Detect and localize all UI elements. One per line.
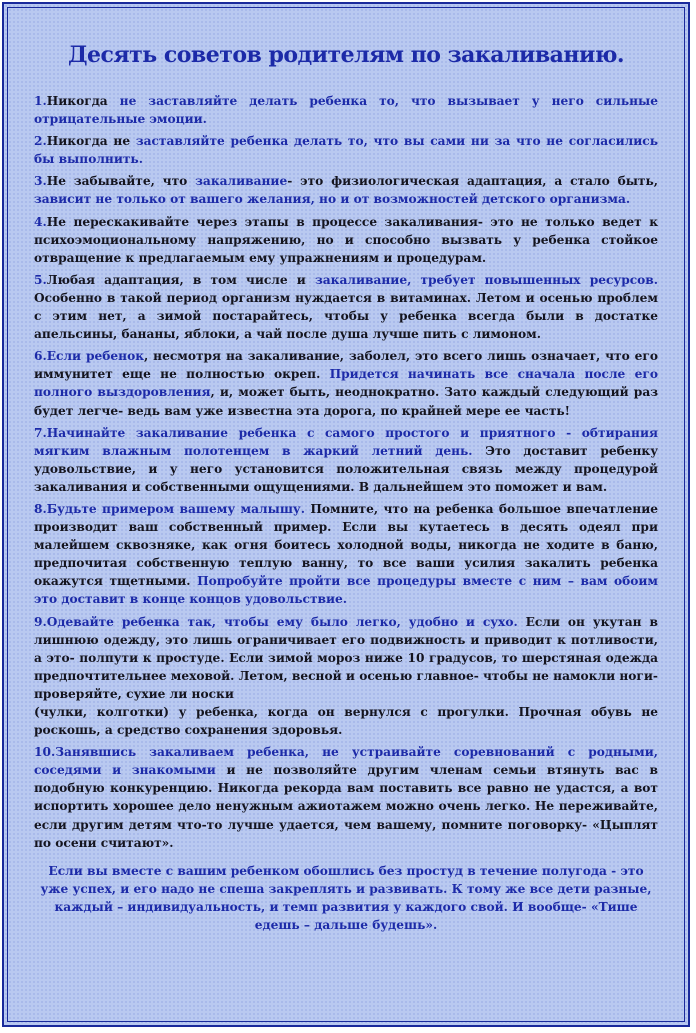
tip-text: Это доставит ребенку удовольствие, и у него установится положительная связь между процедурой закаливания и собственными ощущениями. В дальнейшем это поможет и вам. <box>34 443 659 494</box>
tip-number: 1. <box>34 94 47 108</box>
tip-text: , и, может быть, неоднократно. Зато каждый следующий раз будет легче- ведь вам уже известна эта дорога, по крайней мере ее часть! <box>34 385 658 418</box>
tip-text: Любая адаптация, в том числе и <box>46 272 315 287</box>
tips-list <box>34 92 658 934</box>
tip-item <box>34 213 658 267</box>
tip-text: Не забывайте, что <box>46 174 196 189</box>
tip-text: Если он укутан в лишнюю одежду, это лишь ограничивает его подвижность и приводит к потливости, а это- полпути к простуде. Если зимой мороз ниже 10 градусов, то шерстяная одежда предпочтительнее меховой. Летом, весной и осенью главное- чтобы не намокли ноги- проверяйте, сухие ли носки (чулки, колготки) у ребенка, когда он вернулся с прогулки. Прочная обувь не роскошь, а средство сохранения здоровья. <box>34 614 658 738</box>
tip-number: 4. <box>34 214 47 229</box>
tip-item <box>34 613 658 740</box>
tip-highlight-text: Если ребенок <box>46 349 145 364</box>
tip-highlight-text: Придется начинать все сначала после его полного выздоровления <box>34 367 658 400</box>
tip-highlight-text: Будьте примером вашему малышу. <box>46 501 305 516</box>
tip-item <box>34 424 658 496</box>
tip-text: Помните, что на ребенка большое впечатление производит ваш собственный пример. Если вы кутаетесь в десять одеял при малейшем сквозняке, как огня боитесь холодной воды, никогда не ходите в баню, предпочитая собственную теплую ванну, то все ваши усилия закалить ребенка окажутся тщетными. <box>34 501 658 589</box>
tip-number: 7. <box>34 425 47 440</box>
tip-highlight-text: закаливание, требует повышенных ресурсов. <box>314 272 658 287</box>
tip-highlight-text: Попробуйте пройти все процедуры вместе с ним – вам обоим это доставит в конце концов удовольствие. <box>34 574 659 607</box>
tip-item <box>34 271 658 343</box>
tip-highlight-text: зависит не только от вашего желания, но и от возможностей детского организма. <box>34 192 631 207</box>
tip-text: , несмотря на закаливание, заболел, это всего лишь означает, что его иммунитет еще не полностью окреп. <box>34 349 658 382</box>
tip-text: Никогда не <box>46 134 136 149</box>
tip-highlight-text: Занявшись закаливаем ребенка, не устраивайте соревнований с родными, соседями и знакомыми <box>34 745 658 778</box>
tip-highlight-text: Одевайте ребенка так, чтобы ему было легко, удобно и сухо. <box>46 614 518 629</box>
tip-highlight-text: не заставляйте делать ребенка то, что вызывает у него сильные отрицательные эмоции. <box>34 94 659 127</box>
tip-number: 8. <box>34 501 47 516</box>
poster-frame <box>2 2 690 1027</box>
tip-text: Никогда <box>46 94 120 108</box>
tip-text: Особенно в такой период организм нуждается в витаминах. Летом и осенью проблем с этим нет, а зимой постарайтесь, чтобы у ребенка всегда были в достатке апельсины, бананы, яблоки, а чай после душа лучше пить с лимоном. <box>34 290 658 342</box>
tip-number: 6. <box>34 349 47 364</box>
tip-item <box>34 347 658 419</box>
tip-number: 9. <box>34 614 47 629</box>
tip-highlight-text: заставляйте ребенка делать то, что вы сами ни за что не согласились бы выполнить. <box>34 134 658 167</box>
page-title: Десять советов родителям по закаливанию. <box>67 42 625 68</box>
tip-text: Не перескакивайте через этапы в процессе закаливания- это не только ведет к психоэмоциональному напряжению, но и способно вызвать у ребенка стойкое отвращение к предлагаемым ему упражнениям и процедурам. <box>34 214 658 265</box>
tip-item <box>34 743 658 852</box>
tip-text: - это физиологическая адаптация, а стало быть, <box>287 174 658 189</box>
tip-number: 10. <box>34 745 56 760</box>
tip-number: 5. <box>34 272 47 287</box>
tip-item <box>34 132 658 168</box>
tip-highlight-text: Начинайте закаливание ребенка с самого простого и приятного - обтирания мягким влажным полотенцем в жаркий летний день. <box>34 425 658 458</box>
tip-number: 3. <box>34 174 47 189</box>
closing-note: Если вы вместе с вашим ребенком обошлись без простуд в течение полугода - это уже успех, и его надо не спеша закреплять и развивать. К тому же все дети разные, каждый – индивидуальность, и темп развития у каждого свой. И вообще- «Тише едешь – дальше будешь». <box>40 863 652 933</box>
tip-text: и не позволяйте другим членам семьи втянуть вас в подобную конкуренцию. Никогда рекорда вам поставить все равно не удастся, а вот испортить хорошее дело ненужным ажиотажем можно очень легко. Не переживайте, если другим детям что-то лучше удается, чем вашему, помните поговорку- «Цыплят по осени считают». <box>34 763 658 850</box>
tip-number: 2. <box>34 134 47 149</box>
tip-highlight-text: закаливание <box>195 174 288 189</box>
tip-item <box>34 500 658 609</box>
tip-item <box>34 92 658 128</box>
tip-item <box>34 172 658 208</box>
